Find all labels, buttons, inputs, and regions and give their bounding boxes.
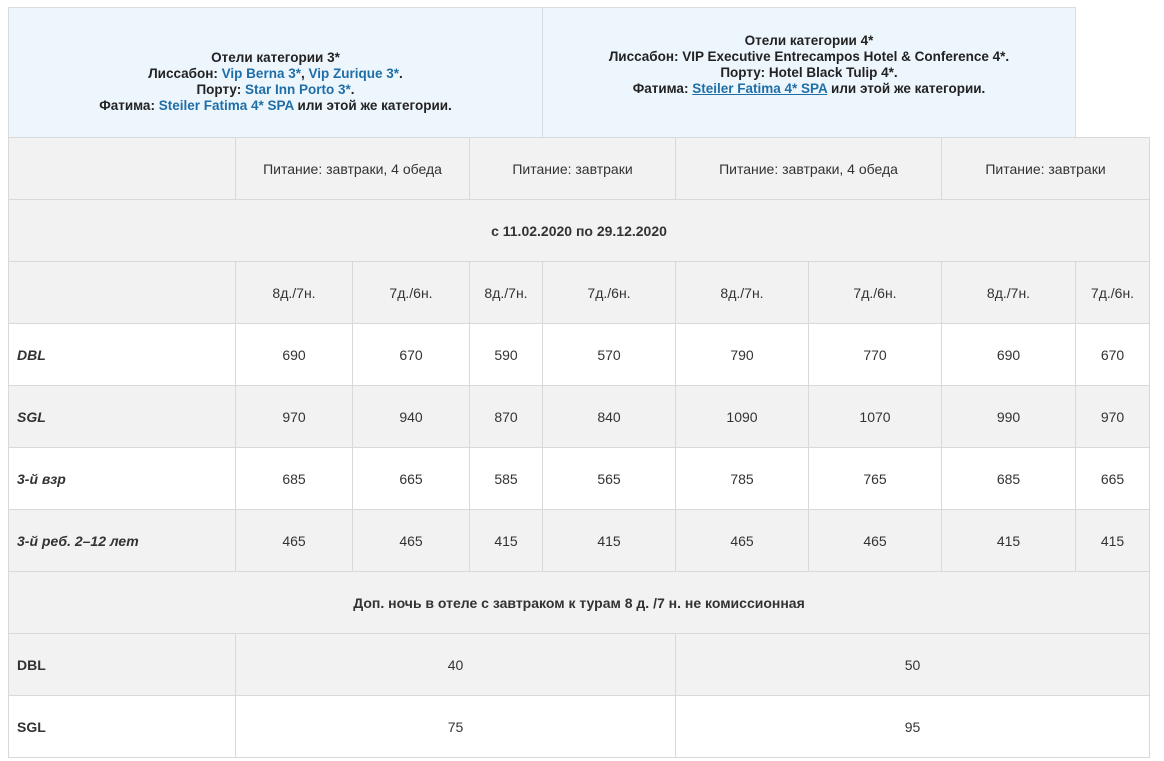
price-cell: 765 <box>809 448 942 510</box>
table-row <box>9 324 1150 386</box>
price-cell: 970 <box>1076 386 1150 448</box>
price-cell: 585 <box>470 448 543 510</box>
price-table <box>8 137 1150 758</box>
porto-label: Порту: <box>196 81 242 97</box>
table-row <box>9 386 1150 448</box>
row-label: SGL <box>9 386 236 448</box>
price-cell: 870 <box>470 386 543 448</box>
star-inn-porto-link[interactable]: Star Inn Porto 3* <box>245 81 351 97</box>
category-3-porto-line <box>9 82 542 98</box>
fatima-label: Фатима: <box>99 97 155 113</box>
price-cell: 665 <box>353 448 470 510</box>
price-cell: 415 <box>942 510 1076 572</box>
price-cell: 465 <box>809 510 942 572</box>
price-cell: 690 <box>942 324 1076 386</box>
meal-cell: Питание: завтраки <box>470 138 676 200</box>
period-dot: . <box>350 81 355 97</box>
price-cell: 415 <box>470 510 543 572</box>
extra-price-cell: 75 <box>236 696 676 758</box>
vip-berna-link[interactable]: Vip Berna 3* <box>221 65 301 81</box>
price-cell: 970 <box>236 386 353 448</box>
row-label: 3-й реб. 2–12 лет <box>9 510 236 572</box>
durations-row <box>9 262 1150 324</box>
price-cell: 770 <box>809 324 942 386</box>
duration-cell: 8д./7н. <box>236 262 353 324</box>
price-cell: 415 <box>543 510 676 572</box>
category-4-fatima-line <box>543 81 1075 97</box>
fatima-label: Фатима: <box>632 80 689 96</box>
separator: , <box>300 65 305 81</box>
category-4-lisbon-line: Лиссабон: VIP Executive Entrecampos Hotel & Conference 4*. <box>608 48 1010 64</box>
duration-cell: 7д./6н. <box>543 262 676 324</box>
row-label: SGL <box>9 696 236 758</box>
price-cell: 465 <box>676 510 809 572</box>
price-cell: 465 <box>236 510 353 572</box>
price-cell: 1070 <box>809 386 942 448</box>
row-label: DBL <box>9 324 236 386</box>
table-row <box>9 510 1150 572</box>
price-cell: 790 <box>676 324 809 386</box>
meals-row <box>9 138 1150 200</box>
category-4-porto-line: Порту: Hotel Black Tulip 4*. <box>720 64 898 80</box>
extra-night-title-row <box>9 572 1150 634</box>
category-3-fatima-line <box>9 98 542 114</box>
steiler-fatima-link[interactable]: Steiler Fatima 4* SPA <box>158 97 294 113</box>
price-cell: 840 <box>543 386 676 448</box>
duration-cell: 7д./6н. <box>1076 262 1150 324</box>
fatima-suffix: или этой же категории. <box>831 80 986 96</box>
price-cell: 690 <box>236 324 353 386</box>
price-cell: 565 <box>543 448 676 510</box>
price-cell: 1090 <box>676 386 809 448</box>
extra-price-cell: 95 <box>676 696 1150 758</box>
price-cell: 465 <box>353 510 470 572</box>
extra-price-cell: 40 <box>236 634 676 696</box>
extra-row <box>9 696 1150 758</box>
category-4-title: Отели категории 4* <box>744 32 874 48</box>
empty-cell <box>9 138 236 200</box>
fatima-suffix: или этой же категории. <box>297 97 452 113</box>
category-4-header <box>542 7 1076 138</box>
price-cell: 570 <box>543 324 676 386</box>
price-cell: 415 <box>1076 510 1150 572</box>
steiler-fatima-link[interactable]: Steiler Fatima 4* SPA <box>692 80 828 96</box>
table-row <box>9 448 1150 510</box>
period-row <box>9 200 1150 262</box>
duration-cell: 8д./7н. <box>676 262 809 324</box>
meal-cell: Питание: завтраки <box>942 138 1150 200</box>
category-3-lisbon-line <box>9 66 542 82</box>
price-cell: 940 <box>353 386 470 448</box>
duration-cell: 8д./7н. <box>942 262 1076 324</box>
duration-cell: 7д./6н. <box>353 262 470 324</box>
extra-price-cell: 50 <box>676 634 1150 696</box>
empty-cell <box>9 262 236 324</box>
price-cell: 590 <box>470 324 543 386</box>
duration-cell: 8д./7н. <box>470 262 543 324</box>
meal-cell: Питание: завтраки, 4 обеда <box>676 138 942 200</box>
period-cell: с 11.02.2020 по 29.12.2020 <box>9 200 1150 262</box>
category-3-title: Отели категории 3* <box>211 49 340 65</box>
lisbon-label: Лиссабон: <box>148 65 218 81</box>
price-cell: 670 <box>353 324 470 386</box>
price-cell: 685 <box>236 448 353 510</box>
extra-row <box>9 634 1150 696</box>
period-dot: . <box>399 65 403 81</box>
price-cell: 665 <box>1076 448 1150 510</box>
price-cell: 670 <box>1076 324 1150 386</box>
category-3-header <box>8 7 543 138</box>
duration-cell: 7д./6н. <box>809 262 942 324</box>
extra-night-title: Доп. ночь в отеле с завтраком к турам 8 д. /7 н. не комиссионная <box>9 572 1150 634</box>
meal-cell: Питание: завтраки, 4 обеда <box>236 138 470 200</box>
row-label: DBL <box>9 634 236 696</box>
row-label: 3-й взр <box>9 448 236 510</box>
vip-zurique-link[interactable]: Vip Zurique 3* <box>308 65 400 81</box>
price-cell: 685 <box>942 448 1076 510</box>
price-cell: 990 <box>942 386 1076 448</box>
price-cell: 785 <box>676 448 809 510</box>
